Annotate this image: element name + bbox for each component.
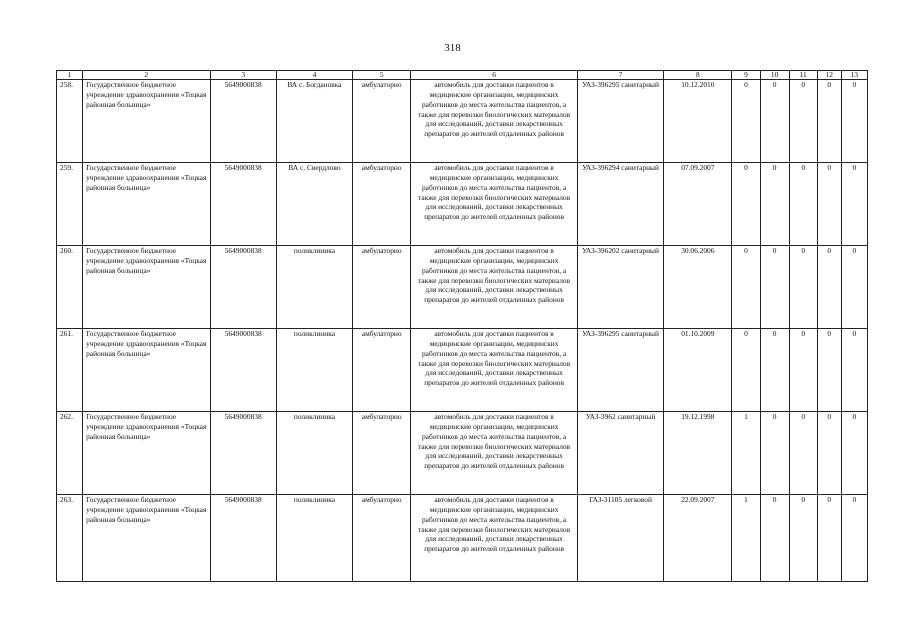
vehicle-purpose: автомобиль для доставки пациентов в медицинские организации, медицинских работников до места жительства пациентов, а также для перевозки биологических материалов для исследований, доставки лекарственных препаратов до жителей отдаленных районов xyxy=(411,80,578,163)
subdivision: ВА с. Свердлово xyxy=(276,163,352,246)
value-col-12: 0 xyxy=(817,246,841,329)
value-col-13: 0 xyxy=(841,412,867,495)
inn-code: 5649000838 xyxy=(210,412,276,495)
column-header: 7 xyxy=(577,71,663,80)
value-col-11: 0 xyxy=(789,412,817,495)
row-number: 258. xyxy=(57,80,83,163)
registration-date: 07.09.2007 xyxy=(664,163,732,246)
registration-date: 10.12.2010 xyxy=(664,80,732,163)
row-number: 263. xyxy=(57,495,83,582)
value-col-9: 1 xyxy=(732,495,760,582)
care-mode: амбулаторно xyxy=(353,163,411,246)
vehicle-model: УАЗ-396295 санитарный xyxy=(577,80,663,163)
column-header: 6 xyxy=(411,71,578,80)
value-col-9: 0 xyxy=(732,246,760,329)
column-header: 13 xyxy=(841,71,867,80)
value-col-9: 1 xyxy=(732,412,760,495)
vehicle-registry-table xyxy=(56,70,868,582)
value-col-10: 0 xyxy=(760,163,789,246)
registration-date: 01.10.2009 xyxy=(664,329,732,412)
value-col-13: 0 xyxy=(841,163,867,246)
subdivision: ВА с. Богдановка xyxy=(276,80,352,163)
vehicle-purpose: автомобиль для доставки пациентов в медицинские организации, медицинских работников до места жительства пациентов, а также для перевозки биологических материалов для исследований, доставки лекарственных препаратов до жителей отдаленных районов xyxy=(411,246,578,329)
row-number: 261. xyxy=(57,329,83,412)
inn-code: 5649000838 xyxy=(210,495,276,582)
registration-date: 30.06.2006 xyxy=(664,246,732,329)
table-row xyxy=(57,329,868,412)
value-col-10: 0 xyxy=(760,329,789,412)
care-mode: амбулаторно xyxy=(353,329,411,412)
organization-name: Государственное бюджетное учреждение здравоохранения «Тоцкая районная больница» xyxy=(83,329,210,412)
column-header: 4 xyxy=(276,71,352,80)
vehicle-purpose: автомобиль для доставки пациентов в медицинские организации, медицинских работников до места жительства пациентов, а также для перевозки биологических материалов для исследований, доставки лекарственных препаратов до жителей отдаленных районов xyxy=(411,163,578,246)
value-col-12: 0 xyxy=(817,495,841,582)
registration-date: 22.09.2007 xyxy=(664,495,732,582)
vehicle-model: УАЗ-3962 санитарный xyxy=(577,412,663,495)
header-row xyxy=(57,71,868,80)
value-col-13: 0 xyxy=(841,495,867,582)
care-mode: амбулаторно xyxy=(353,412,411,495)
vehicle-model: УАЗ-396202 санитарный xyxy=(577,246,663,329)
inn-code: 5649000838 xyxy=(210,329,276,412)
vehicle-model: ГАЗ-31105 легковой xyxy=(577,495,663,582)
organization-name: Государственное бюджетное учреждение здравоохранения «Тоцкая районная больница» xyxy=(83,80,210,163)
column-header: 12 xyxy=(817,71,841,80)
value-col-10: 0 xyxy=(760,246,789,329)
organization-name: Государственное бюджетное учреждение здравоохранения «Тоцкая районная больница» xyxy=(83,412,210,495)
subdivision: поликлиника xyxy=(276,412,352,495)
vehicle-purpose: автомобиль для доставки пациентов в медицинские организации, медицинских работников до места жительства пациентов, а также для перевозки биологических материалов для исследований, доставки лекарственных препаратов до жителей отдаленных районов xyxy=(411,495,578,582)
value-col-11: 0 xyxy=(789,246,817,329)
care-mode: амбулаторно xyxy=(353,80,411,163)
column-header: 9 xyxy=(732,71,760,80)
value-col-9: 0 xyxy=(732,163,760,246)
row-number: 260. xyxy=(57,246,83,329)
vehicle-purpose: автомобиль для доставки пациентов в медицинские организации, медицинских работников до места жительства пациентов, а также для перевозки биологических материалов для исследований, доставки лекарственных препаратов до жителей отдаленных районов xyxy=(411,412,578,495)
vehicle-model: УАЗ-396294 санитарный xyxy=(577,163,663,246)
column-header: 11 xyxy=(789,71,817,80)
value-col-11: 0 xyxy=(789,163,817,246)
value-col-13: 0 xyxy=(841,329,867,412)
column-header: 5 xyxy=(353,71,411,80)
inn-code: 5649000838 xyxy=(210,80,276,163)
inn-code: 5649000838 xyxy=(210,163,276,246)
table-row xyxy=(57,246,868,329)
organization-name: Государственное бюджетное учреждение здравоохранения «Тоцкая районная больница» xyxy=(83,495,210,582)
value-col-12: 0 xyxy=(817,412,841,495)
row-number: 259. xyxy=(57,163,83,246)
care-mode: амбулаторно xyxy=(353,495,411,582)
value-col-9: 0 xyxy=(732,80,760,163)
value-col-10: 0 xyxy=(760,495,789,582)
care-mode: амбулаторно xyxy=(353,246,411,329)
organization-name: Государственное бюджетное учреждение здравоохранения «Тоцкая районная больница» xyxy=(83,246,210,329)
subdivision: поликлиника xyxy=(276,246,352,329)
value-col-13: 0 xyxy=(841,80,867,163)
column-header: 3 xyxy=(210,71,276,80)
registration-date: 19.12.1998 xyxy=(664,412,732,495)
value-col-11: 0 xyxy=(789,329,817,412)
value-col-12: 0 xyxy=(817,80,841,163)
value-col-12: 0 xyxy=(817,163,841,246)
value-col-13: 0 xyxy=(841,246,867,329)
vehicle-purpose: автомобиль для доставки пациентов в медицинские организации, медицинских работников до места жительства пациентов, а также для перевозки биологических материалов для исследований, доставки лекарственных препаратов до жителей отдаленных районов xyxy=(411,329,578,412)
table-row xyxy=(57,495,868,582)
value-col-11: 0 xyxy=(789,495,817,582)
column-header: 1 xyxy=(57,71,83,80)
organization-name: Государственное бюджетное учреждение здравоохранения «Тоцкая районная больница» xyxy=(83,163,210,246)
inn-code: 5649000838 xyxy=(210,246,276,329)
value-col-12: 0 xyxy=(817,329,841,412)
column-header: 8 xyxy=(664,71,732,80)
value-col-11: 0 xyxy=(789,80,817,163)
value-col-9: 0 xyxy=(732,329,760,412)
vehicle-model: УАЗ-396295 санитарный xyxy=(577,329,663,412)
row-number: 262. xyxy=(57,412,83,495)
subdivision: поликлиника xyxy=(276,495,352,582)
value-col-10: 0 xyxy=(760,80,789,163)
value-col-10: 0 xyxy=(760,412,789,495)
column-header: 2 xyxy=(83,71,210,80)
column-header: 10 xyxy=(760,71,789,80)
page-number: 318 xyxy=(444,42,461,54)
table-row xyxy=(57,80,868,163)
table-row xyxy=(57,163,868,246)
subdivision: поликлиника xyxy=(276,329,352,412)
table-row xyxy=(57,412,868,495)
